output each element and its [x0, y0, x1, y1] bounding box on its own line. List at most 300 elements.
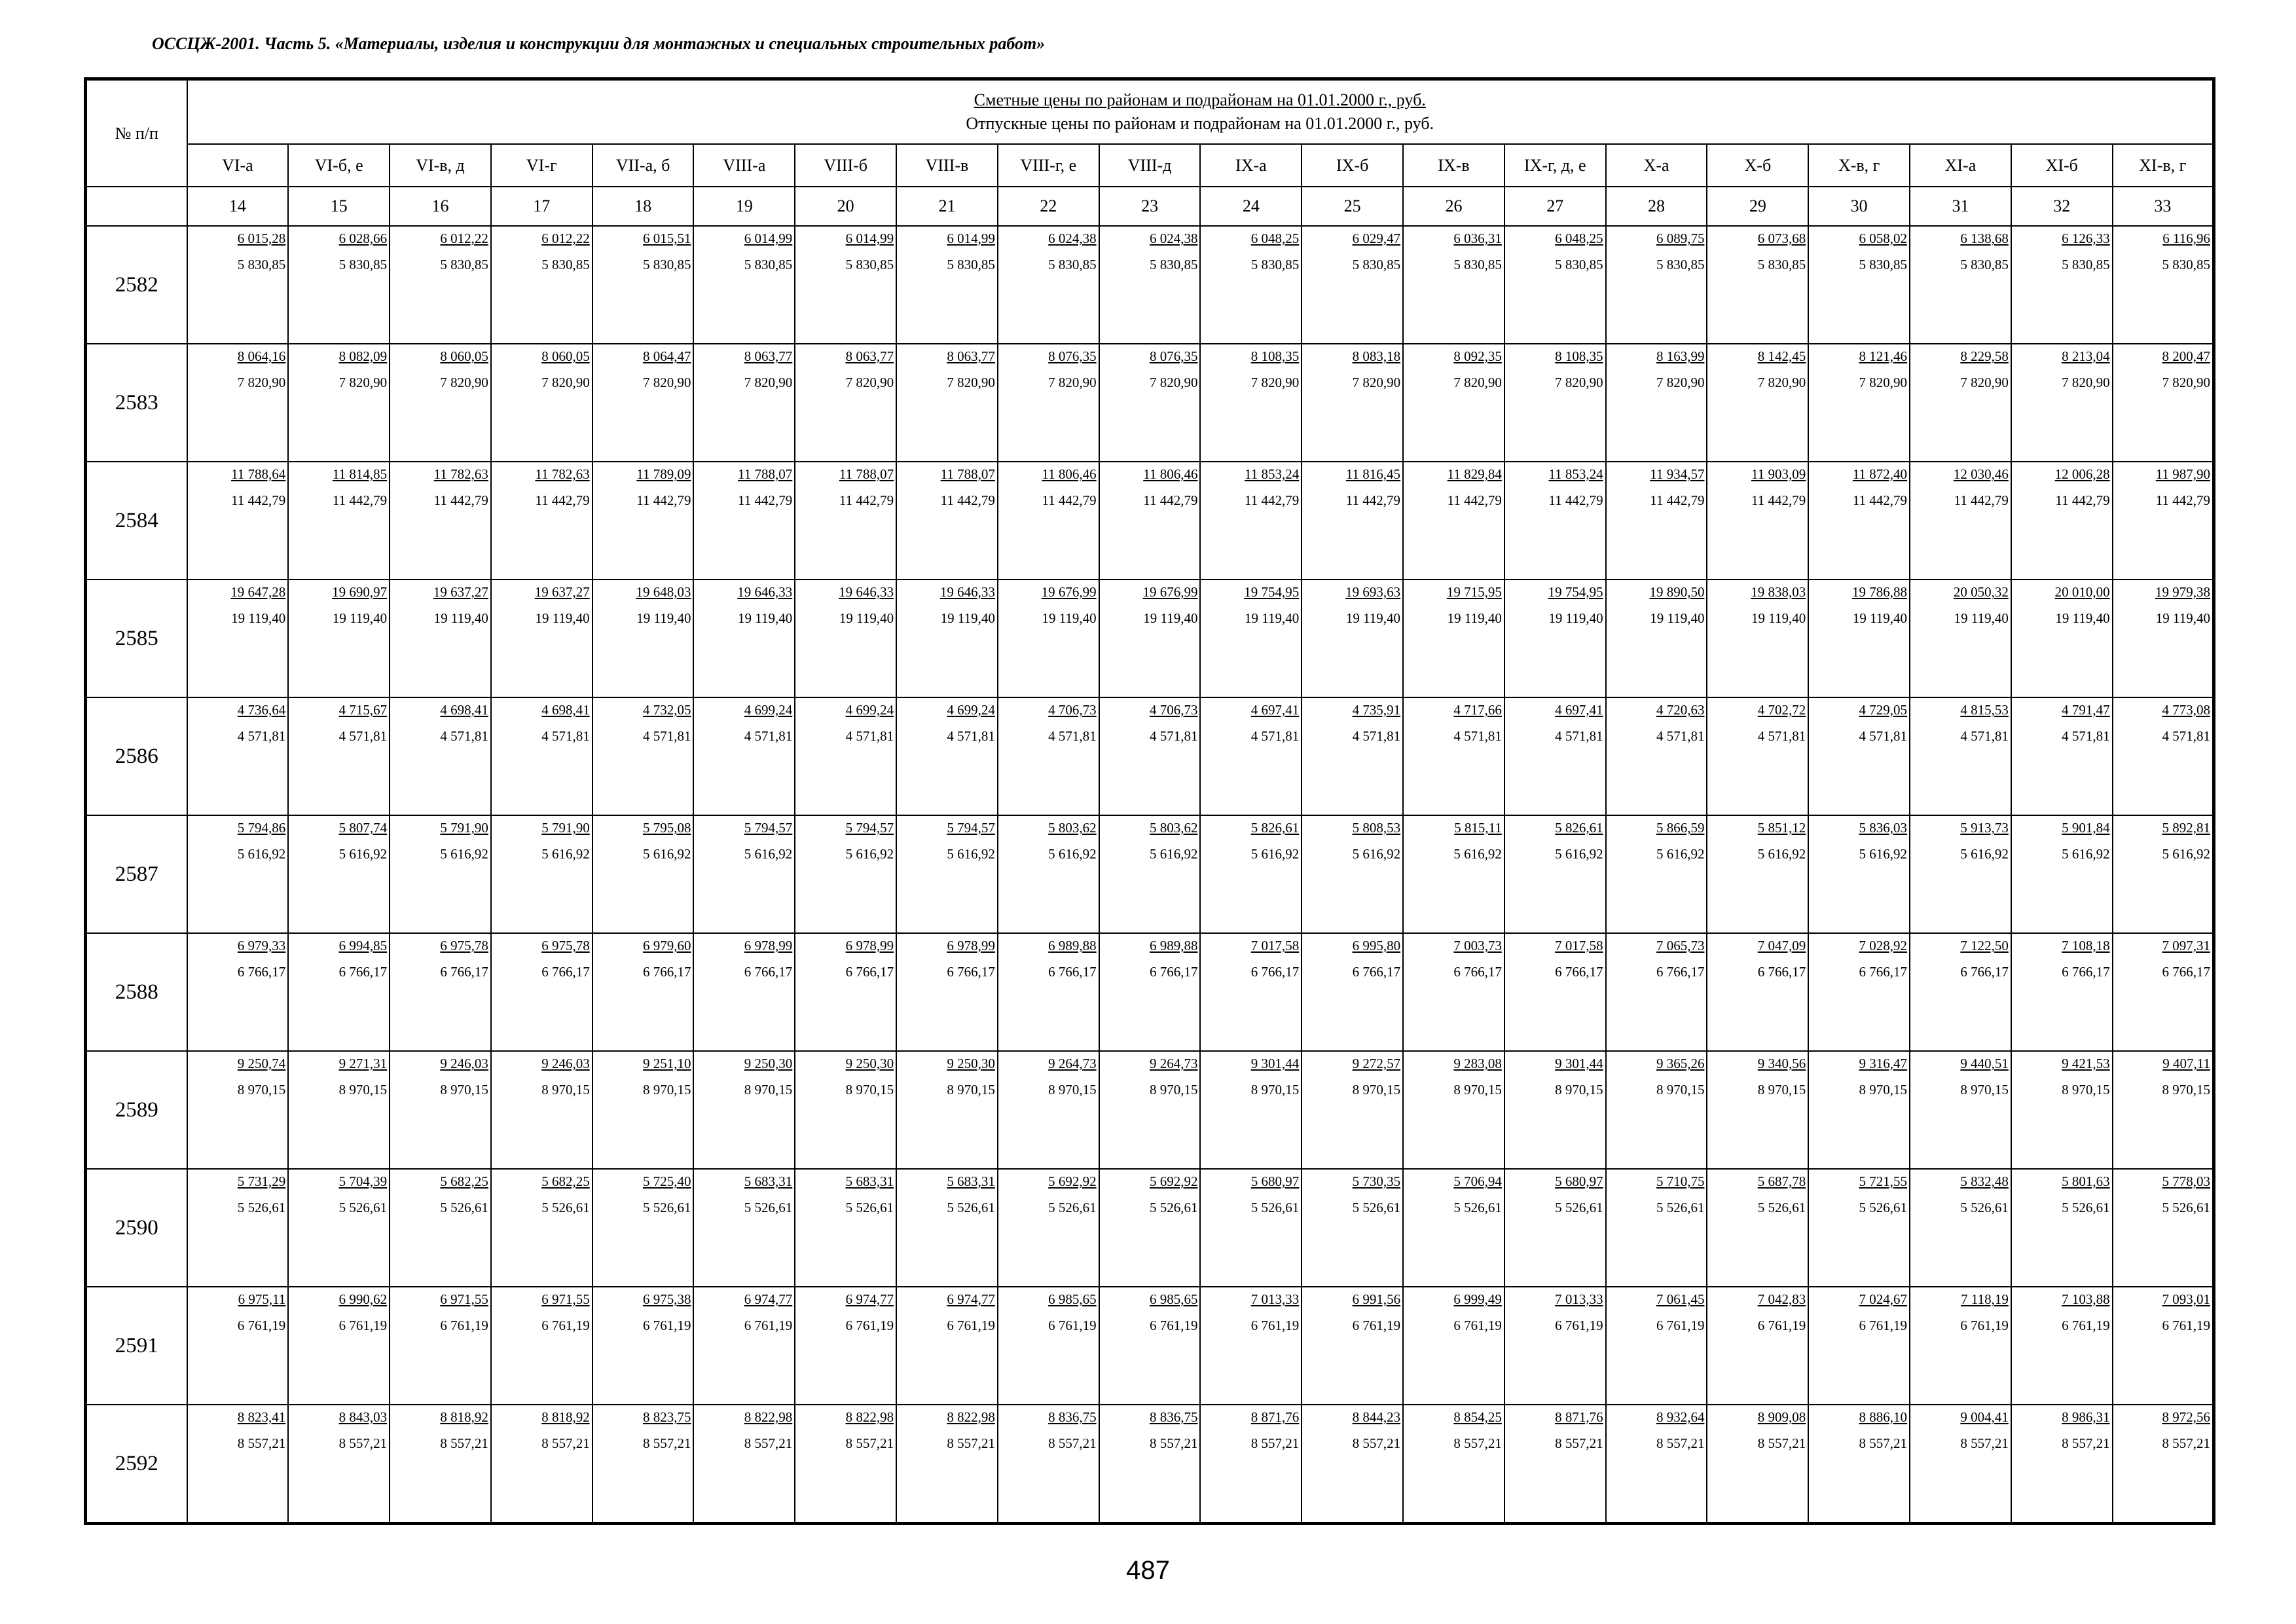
price-cell	[998, 1051, 1099, 1169]
release-price: 5 526,61	[338, 1200, 388, 1215]
estimated-price: 4 715,67	[338, 702, 388, 718]
estimated-price: 5 791,90	[541, 820, 590, 836]
estimated-price: 8 200,47	[2162, 348, 2210, 364]
release-price: 5 616,92	[744, 846, 793, 862]
estimated-price: 6 971,55	[440, 1291, 488, 1307]
price-title-header	[187, 79, 2214, 145]
release-price: 4 571,81	[1960, 728, 2009, 744]
release-price: 8 557,21	[1149, 1435, 1198, 1451]
price-cell	[998, 697, 1099, 815]
release-price: 11 442,79	[2055, 492, 2110, 508]
estimated-price: 5 794,57	[845, 820, 894, 836]
estimated-price: 8 092,35	[1453, 348, 1502, 364]
table-body	[86, 226, 2214, 1524]
price-cell	[1910, 226, 2011, 344]
release-price: 19 119,40	[332, 610, 388, 626]
release-price: 5 616,92	[338, 846, 388, 862]
table-row	[86, 1405, 2214, 1524]
price-cell	[998, 462, 1099, 580]
price-cell	[1910, 1287, 2011, 1405]
release-price: 19 119,40	[1042, 610, 1097, 626]
estimated-price: 9 340,56	[1757, 1056, 1806, 1071]
estimated-price: 4 698,41	[440, 702, 488, 718]
estimated-price: 11 987,90	[2155, 466, 2210, 482]
price-cell	[693, 1405, 795, 1524]
price-cell	[1302, 1287, 1403, 1405]
estimated-price: 4 699,24	[845, 702, 894, 718]
price-cell	[693, 697, 795, 815]
release-price: 5 830,85	[744, 257, 793, 272]
row-number: 2582	[86, 226, 187, 344]
price-cell	[1403, 344, 1504, 462]
price-cell	[390, 580, 491, 697]
release-price: 8 557,21	[947, 1435, 995, 1451]
estimated-price: 19 676,99	[1041, 584, 1097, 600]
column-number: 17	[491, 187, 592, 226]
column-number: 19	[693, 187, 795, 226]
price-cell	[693, 933, 795, 1051]
estimated-price: 8 063,77	[744, 348, 793, 364]
release-price: 5 830,85	[440, 257, 488, 272]
price-cell	[1403, 580, 1504, 697]
release-price: 11 442,79	[2155, 492, 2210, 508]
column-number: 25	[1302, 187, 1403, 226]
table-row	[86, 580, 2214, 697]
estimated-price: 4 736,64	[237, 702, 286, 718]
price-cell	[1504, 226, 1606, 344]
table-row	[86, 344, 2214, 462]
estimated-price: 8 108,35	[1250, 348, 1300, 364]
price-cell	[896, 697, 998, 815]
release-price: 8 970,15	[2062, 1082, 2110, 1098]
estimated-price: 6 028,66	[338, 231, 388, 246]
release-price: 11 442,79	[1447, 492, 1502, 508]
price-cell	[2011, 226, 2113, 344]
release-price: 8 557,21	[744, 1435, 793, 1451]
release-price: 5 830,85	[1859, 257, 1908, 272]
release-price: 8 557,21	[440, 1435, 488, 1451]
release-price: 5 830,85	[541, 257, 590, 272]
estimated-price: 11 789,09	[636, 466, 691, 482]
release-price: 4 571,81	[440, 728, 488, 744]
price-cell	[693, 815, 795, 933]
price-cell	[1707, 815, 1808, 933]
estimated-price: 8 818,92	[440, 1409, 488, 1425]
price-cell	[187, 1051, 289, 1169]
estimated-price: 11 788,64	[231, 466, 286, 482]
table-row	[86, 1051, 2214, 1169]
estimated-price: 6 975,78	[541, 938, 590, 953]
region-header: VIII-г, е	[998, 144, 1099, 187]
price-cell	[1099, 1169, 1201, 1287]
release-price: 6 766,17	[440, 964, 488, 980]
release-price: 5 616,92	[2062, 846, 2110, 862]
estimated-price: 4 699,24	[947, 702, 995, 718]
price-cell	[592, 815, 694, 933]
price-cell	[2113, 344, 2214, 462]
estimated-price: 20 010,00	[2054, 584, 2110, 600]
estimated-price: 8 083,18	[1352, 348, 1401, 364]
price-cell	[1200, 1051, 1302, 1169]
column-number-blank	[86, 187, 187, 226]
price-cell	[1504, 462, 1606, 580]
price-cell	[1099, 1051, 1201, 1169]
estimated-price: 6 012,22	[440, 231, 488, 246]
price-cell	[1099, 697, 1201, 815]
estimated-price: 8 064,16	[237, 348, 286, 364]
release-price: 4 571,81	[1555, 728, 1603, 744]
price-cell	[491, 580, 592, 697]
release-price: 7 820,90	[1859, 375, 1908, 390]
price-cell	[491, 1169, 592, 1287]
table-row	[86, 933, 2214, 1051]
estimated-price: 12 030,46	[1953, 466, 2009, 482]
release-price: 5 616,92	[1555, 846, 1603, 862]
estimated-price: 4 698,41	[541, 702, 590, 718]
price-cell	[1707, 1405, 1808, 1524]
estimated-price: 11 814,85	[332, 466, 388, 482]
estimated-price: 8 822,98	[744, 1409, 793, 1425]
release-price: 11 442,79	[1245, 492, 1300, 508]
estimated-price: 9 365,26	[1656, 1056, 1705, 1071]
release-price: 5 830,85	[1048, 257, 1097, 272]
price-cell	[187, 1405, 289, 1524]
estimated-price: 5 710,75	[1656, 1173, 1705, 1189]
estimated-price: 11 829,84	[1447, 466, 1502, 482]
estimated-price: 8 871,76	[1555, 1409, 1603, 1425]
price-cell	[896, 580, 998, 697]
estimated-price: 6 058,02	[1859, 231, 1908, 246]
release-price: 5 526,61	[1048, 1200, 1097, 1215]
price-cell	[592, 462, 694, 580]
release-price: 19 119,40	[839, 610, 894, 626]
price-cell	[1910, 933, 2011, 1051]
price-cell	[1910, 815, 2011, 933]
price-cell	[592, 344, 694, 462]
price-cell	[187, 1287, 289, 1405]
price-cell	[187, 226, 289, 344]
estimated-price: 19 646,33	[939, 584, 995, 600]
release-price: 8 557,21	[1453, 1435, 1502, 1451]
estimated-price: 7 024,67	[1859, 1291, 1908, 1307]
price-cell	[1403, 1051, 1504, 1169]
column-number: 24	[1200, 187, 1302, 226]
estimated-price: 9 246,03	[541, 1056, 590, 1071]
estimated-price: 6 014,99	[744, 231, 793, 246]
price-cell	[2011, 1287, 2113, 1405]
region-header: IX-а	[1200, 144, 1302, 187]
release-price: 6 761,19	[440, 1318, 488, 1333]
estimated-price: 8 063,77	[947, 348, 995, 364]
price-cell	[1200, 580, 1302, 697]
estimated-price: 19 838,03	[1751, 584, 1806, 600]
estimated-price: 4 702,72	[1757, 702, 1806, 718]
estimated-price: 7 093,01	[2162, 1291, 2210, 1307]
region-header: XI-в, г	[2113, 144, 2214, 187]
release-price: 7 820,90	[947, 375, 995, 390]
estimated-price: 11 853,24	[1548, 466, 1603, 482]
price-cell	[1504, 1051, 1606, 1169]
release-price: 7 820,90	[1960, 375, 2009, 390]
release-price: 6 761,19	[1757, 1318, 1806, 1333]
release-price: 8 970,15	[541, 1082, 590, 1098]
price-cell	[795, 697, 896, 815]
estimated-price: 6 978,99	[845, 938, 894, 953]
column-number: 15	[288, 187, 390, 226]
row-number: 2586	[86, 697, 187, 815]
estimated-price: 5 913,73	[1960, 820, 2009, 836]
release-price: 7 820,90	[440, 375, 488, 390]
release-price: 8 970,15	[744, 1082, 793, 1098]
price-cell	[592, 697, 694, 815]
release-price: 5 616,92	[1250, 846, 1300, 862]
estimated-price: 8 836,75	[1048, 1409, 1097, 1425]
release-price: 5 830,85	[338, 257, 388, 272]
price-cell	[1910, 580, 2011, 697]
table-row	[86, 226, 2214, 344]
estimated-price: 4 735,91	[1352, 702, 1401, 718]
region-header: IX-в	[1403, 144, 1504, 187]
estimated-price: 6 971,55	[541, 1291, 590, 1307]
price-cell	[693, 1287, 795, 1405]
estimated-price: 6 048,25	[1555, 231, 1603, 246]
price-cell	[1707, 1051, 1808, 1169]
price-cell	[187, 580, 289, 697]
price-cell	[592, 226, 694, 344]
estimated-price: 4 699,24	[744, 702, 793, 718]
price-cell	[1606, 1169, 1707, 1287]
price-cell	[1302, 462, 1403, 580]
release-price: 6 766,17	[845, 964, 894, 980]
release-price: 19 119,40	[940, 610, 995, 626]
column-number: 29	[1707, 187, 1808, 226]
estimated-price: 5 778,03	[2162, 1173, 2210, 1189]
price-cell	[1707, 933, 1808, 1051]
price-cell	[1200, 344, 1302, 462]
estimated-price: 4 773,08	[2162, 702, 2210, 718]
estimated-price: 5 791,90	[440, 820, 488, 836]
price-cell	[1910, 697, 2011, 815]
estimated-price: 5 836,03	[1859, 820, 1908, 836]
release-price: 5 526,61	[642, 1200, 691, 1215]
estimated-price: 6 991,56	[1352, 1291, 1401, 1307]
estimated-price: 11 788,07	[738, 466, 793, 482]
release-price: 4 571,81	[642, 728, 691, 744]
price-cell	[795, 1405, 896, 1524]
price-cell	[896, 933, 998, 1051]
price-cell	[1504, 697, 1606, 815]
estimated-price: 19 754,95	[1548, 584, 1603, 600]
release-price: 6 761,19	[947, 1318, 995, 1333]
release-price: 6 766,17	[237, 964, 286, 980]
price-cell	[1302, 815, 1403, 933]
estimated-price: 6 029,47	[1352, 231, 1401, 246]
estimated-price: 8 121,46	[1859, 348, 1908, 364]
release-price: 8 970,15	[1859, 1082, 1908, 1098]
page-number: 487	[1126, 1556, 1170, 1585]
release-price: 6 766,17	[1048, 964, 1097, 980]
price-cell	[288, 344, 390, 462]
release-price: 7 820,90	[1250, 375, 1300, 390]
estimated-price: 4 815,53	[1960, 702, 2009, 718]
price-cell	[1606, 1287, 1707, 1405]
price-cell	[2113, 1287, 2214, 1405]
release-price: 8 970,15	[1960, 1082, 2009, 1098]
release-price: 8 970,15	[1048, 1082, 1097, 1098]
release-price: 11 442,79	[738, 492, 793, 508]
release-price: 4 571,81	[1250, 728, 1300, 744]
estimated-price: 20 050,32	[1953, 584, 2009, 600]
release-price: 5 526,61	[744, 1200, 793, 1215]
estimated-price: 6 995,80	[1352, 938, 1401, 953]
release-price: 8 557,21	[237, 1435, 286, 1451]
column-number: 21	[896, 187, 998, 226]
release-price: 6 761,19	[2162, 1318, 2210, 1333]
estimated-price: 19 890,50	[1649, 584, 1705, 600]
price-cell	[1403, 1287, 1504, 1405]
price-cell	[1808, 1169, 1910, 1287]
release-price: 7 820,90	[845, 375, 894, 390]
estimated-price: 19 646,33	[839, 584, 894, 600]
price-cell	[390, 1287, 491, 1405]
estimated-price: 11 816,45	[1345, 466, 1401, 482]
estimated-price: 7 061,45	[1656, 1291, 1705, 1307]
price-cell	[998, 933, 1099, 1051]
release-price: 6 766,17	[1656, 964, 1705, 980]
estimated-price: 5 794,57	[744, 820, 793, 836]
release-price: 5 526,61	[1960, 1200, 2009, 1215]
price-cell	[1606, 815, 1707, 933]
estimated-price: 6 024,38	[1048, 231, 1097, 246]
estimated-price: 19 786,88	[1852, 584, 1908, 600]
estimated-price: 6 138,68	[1960, 231, 2009, 246]
column-number: 33	[2113, 187, 2214, 226]
estimated-price: 7 017,58	[1555, 938, 1603, 953]
release-price: 19 119,40	[535, 610, 590, 626]
estimated-price: 7 003,73	[1453, 938, 1502, 953]
estimated-price: 6 975,11	[238, 1291, 286, 1307]
price-cell	[2113, 933, 2214, 1051]
release-price: 19 119,40	[636, 610, 691, 626]
price-cell	[1910, 1051, 2011, 1169]
price-cell	[288, 226, 390, 344]
release-price: 8 557,21	[1960, 1435, 2009, 1451]
release-price: 8 970,15	[440, 1082, 488, 1098]
release-price: 8 557,21	[338, 1435, 388, 1451]
estimated-price-title: Сметные цены по районам и подрайонам на 01.01.2000 г., руб.	[974, 90, 1426, 109]
price-cell	[795, 226, 896, 344]
price-cell	[1504, 1169, 1606, 1287]
estimated-price: 9 264,73	[1149, 1056, 1198, 1071]
estimated-price: 8 823,75	[642, 1409, 691, 1425]
price-cell	[491, 1051, 592, 1169]
release-price: 6 761,19	[744, 1318, 793, 1333]
estimated-price: 19 690,97	[332, 584, 388, 600]
estimated-price: 6 048,25	[1250, 231, 1300, 246]
price-cell	[795, 580, 896, 697]
price-cell	[693, 1051, 795, 1169]
release-price: 5 616,92	[440, 846, 488, 862]
price-cell	[998, 1169, 1099, 1287]
release-price: 5 830,85	[1250, 257, 1300, 272]
estimated-price: 8 843,03	[338, 1409, 388, 1425]
price-cell	[896, 344, 998, 462]
price-cell	[288, 933, 390, 1051]
row-number: 2589	[86, 1051, 187, 1169]
price-cell	[2011, 580, 2113, 697]
estimated-price: 5 826,61	[1250, 820, 1300, 836]
release-price: 6 766,17	[947, 964, 995, 980]
price-cell	[1200, 697, 1302, 815]
price-cell	[592, 933, 694, 1051]
release-price: 19 119,40	[1548, 610, 1603, 626]
release-price: 4 571,81	[947, 728, 995, 744]
release-price: 4 571,81	[1149, 728, 1198, 744]
release-price: 19 119,40	[2055, 610, 2110, 626]
release-price: 8 557,21	[1859, 1435, 1908, 1451]
release-price: 4 571,81	[237, 728, 286, 744]
release-price: 6 766,17	[338, 964, 388, 980]
release-price: 6 761,19	[1960, 1318, 2009, 1333]
estimated-price: 7 017,58	[1250, 938, 1300, 953]
price-cell	[288, 1051, 390, 1169]
release-price: 8 970,15	[1352, 1082, 1401, 1098]
release-price: 6 761,19	[1656, 1318, 1705, 1333]
release-price: 5 830,85	[1757, 257, 1806, 272]
release-price: 8 557,21	[1352, 1435, 1401, 1451]
release-price: 19 119,40	[738, 610, 793, 626]
estimated-price: 9 250,30	[744, 1056, 793, 1071]
estimated-price: 9 421,53	[2062, 1056, 2110, 1071]
price-cell	[1099, 462, 1201, 580]
price-cell	[491, 815, 592, 933]
estimated-price: 5 901,84	[2062, 820, 2110, 836]
estimated-price: 6 974,77	[845, 1291, 894, 1307]
release-price: 5 526,61	[2062, 1200, 2110, 1215]
release-price: 5 830,85	[2062, 257, 2110, 272]
estimated-price: 6 979,60	[642, 938, 691, 953]
estimated-price: 6 985,65	[1048, 1291, 1097, 1307]
estimated-price: 9 272,57	[1352, 1056, 1401, 1071]
estimated-price: 6 978,99	[947, 938, 995, 953]
price-cell	[1302, 1405, 1403, 1524]
region-header: IX-б	[1302, 144, 1403, 187]
release-price: 5 526,61	[1453, 1200, 1502, 1215]
estimated-price: 8 163,99	[1656, 348, 1705, 364]
price-cell	[896, 1405, 998, 1524]
release-price: 8 970,15	[1250, 1082, 1300, 1098]
column-number: 20	[795, 187, 896, 226]
estimated-price: 8 932,64	[1656, 1409, 1705, 1425]
release-price: 6 766,17	[1859, 964, 1908, 980]
estimated-price: 8 844,23	[1352, 1409, 1401, 1425]
release-price: 4 571,81	[338, 728, 388, 744]
estimated-price: 12 006,28	[2054, 466, 2110, 482]
price-cell	[1504, 1287, 1606, 1405]
price-cell	[1200, 815, 1302, 933]
price-cell	[2011, 1405, 2113, 1524]
price-cell	[1504, 815, 1606, 933]
row-number: 2583	[86, 344, 187, 462]
estimated-price: 8 082,09	[338, 348, 388, 364]
estimated-price: 6 979,33	[237, 938, 286, 953]
region-header: VI-а	[187, 144, 289, 187]
price-cell	[1808, 697, 1910, 815]
price-cell	[2113, 815, 2214, 933]
release-price: 19 119,40	[1245, 610, 1300, 626]
price-cell	[1808, 344, 1910, 462]
release-price: 11 442,79	[535, 492, 590, 508]
